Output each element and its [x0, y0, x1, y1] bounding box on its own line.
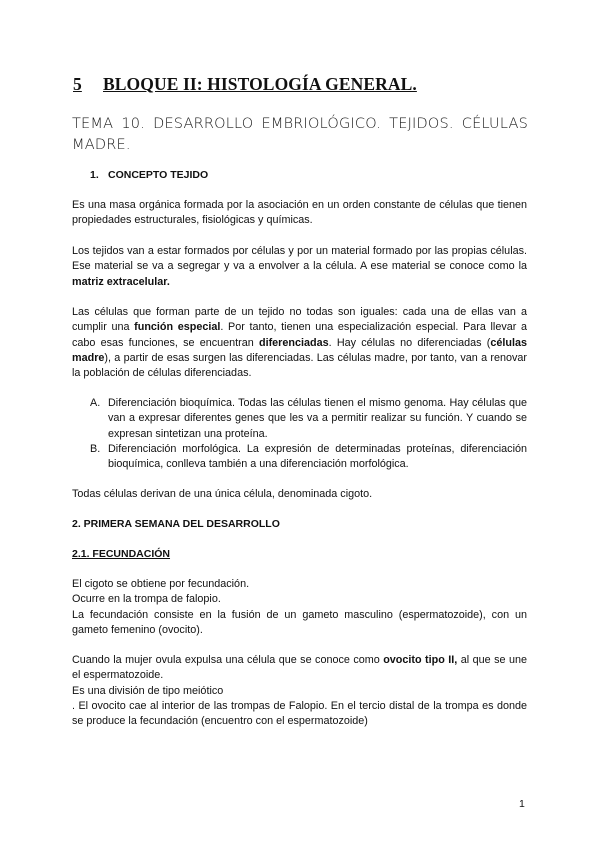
text-line: Ocurre en la trompa de falopio. — [72, 593, 221, 606]
paragraph-fecundation — [72, 577, 527, 638]
block-title: BLOQUE II: HISTOLOGÍA GENERAL. — [103, 74, 417, 94]
text-line: El cigoto se obtiene por fecundación. — [72, 578, 250, 590]
section-2-heading: 2. PRIMERA SEMANA DEL DESARROLLO — [72, 518, 280, 530]
text-run: al que se une el espermatozoide. — [72, 654, 527, 682]
text-run: Los tejidos van a estar formados por células y por un material formado por las propias células. Ese material se va a segregar y va a envolver a la célula. A ese material se conoce como la — [72, 245, 527, 273]
paragraph-extracellular-matrix — [72, 244, 527, 290]
bold-term-stem-cells: células madre — [72, 336, 527, 364]
text-run: ), a partir de esas surgen las diferenciadas. Las células madre, por tanto, van a renovar la población de células diferenciadas. — [72, 351, 527, 380]
list-marker: A. — [90, 397, 101, 409]
text-run: . Hay células no diferenciadas ( — [328, 336, 491, 349]
paragraph-zygote: Todas células derivan de una única célula, denominada cigoto. — [72, 488, 373, 500]
block-heading — [73, 74, 417, 95]
bold-term-oocyte: ovocito tipo II, — [383, 654, 458, 666]
section-2-1-heading: 2.1. FECUNDACIÓN — [72, 548, 171, 560]
text-line: . El ovocito cae al interior de las trompas de Falopio. En el tercio distal de la trompa es donde se produce la fecundación (encuentro con el espermatozoide) — [72, 699, 527, 728]
text-run: Las células que forman parte de un tejido no todas son iguales: cada una de ellas van a cumplir una — [72, 306, 527, 334]
bold-term-function: función especial — [134, 321, 221, 334]
text-run: . Por tanto, tienen una especialización especial. Para llevar a cabo esas funciones, se encuentran — [72, 321, 527, 349]
text-line: La fecundación consiste en la fusión de un gameto masculino (espermatozoide), con un gameto femenino (ovocito). — [72, 608, 527, 636]
topic-title: TEMA 10. DESARROLLO EMBRIOLÓGICO. TEJIDOS. CÉLULAS MADRE. — [72, 116, 528, 153]
list-text: Diferenciación morfológica. La expresión de determinadas proteínas, diferenciación bioquímica, conlleva también a una diferenciación morfológica. — [108, 443, 527, 471]
page-number: 1 — [519, 798, 525, 810]
block-number: 5 — [73, 74, 82, 94]
section-1-title: CONCEPTO TEJIDO — [108, 169, 209, 181]
list-text: Diferenciación bioquímica. Todas las células tienen el mismo genoma. Hay células que van a expresar diferentes genes que les va a permitir realizar su función. Y cuando se expresan sintetizan una proteína. — [108, 397, 527, 440]
bold-term-matrix: matriz extracelular. — [72, 275, 170, 288]
section-1-heading — [90, 169, 208, 181]
paragraph-tissue-definition: Es una masa orgánica formada por la asociación en un orden constante de células que tienen propiedades estructurales, fisiológicas y químicas. — [72, 199, 527, 227]
section-1-number: 1. — [90, 169, 99, 181]
text-line: Es una división de tipo meiótico — [72, 684, 224, 697]
bold-term-differentiated: diferenciadas — [258, 336, 329, 349]
list-item — [90, 442, 527, 473]
text-run: Cuando la mujer ovula expulsa una célula que se conoce como — [72, 654, 384, 666]
paragraph-ovulation — [72, 653, 527, 729]
list-item — [90, 396, 527, 442]
paragraph-cell-types — [72, 305, 527, 381]
list-marker: B. — [90, 443, 101, 455]
